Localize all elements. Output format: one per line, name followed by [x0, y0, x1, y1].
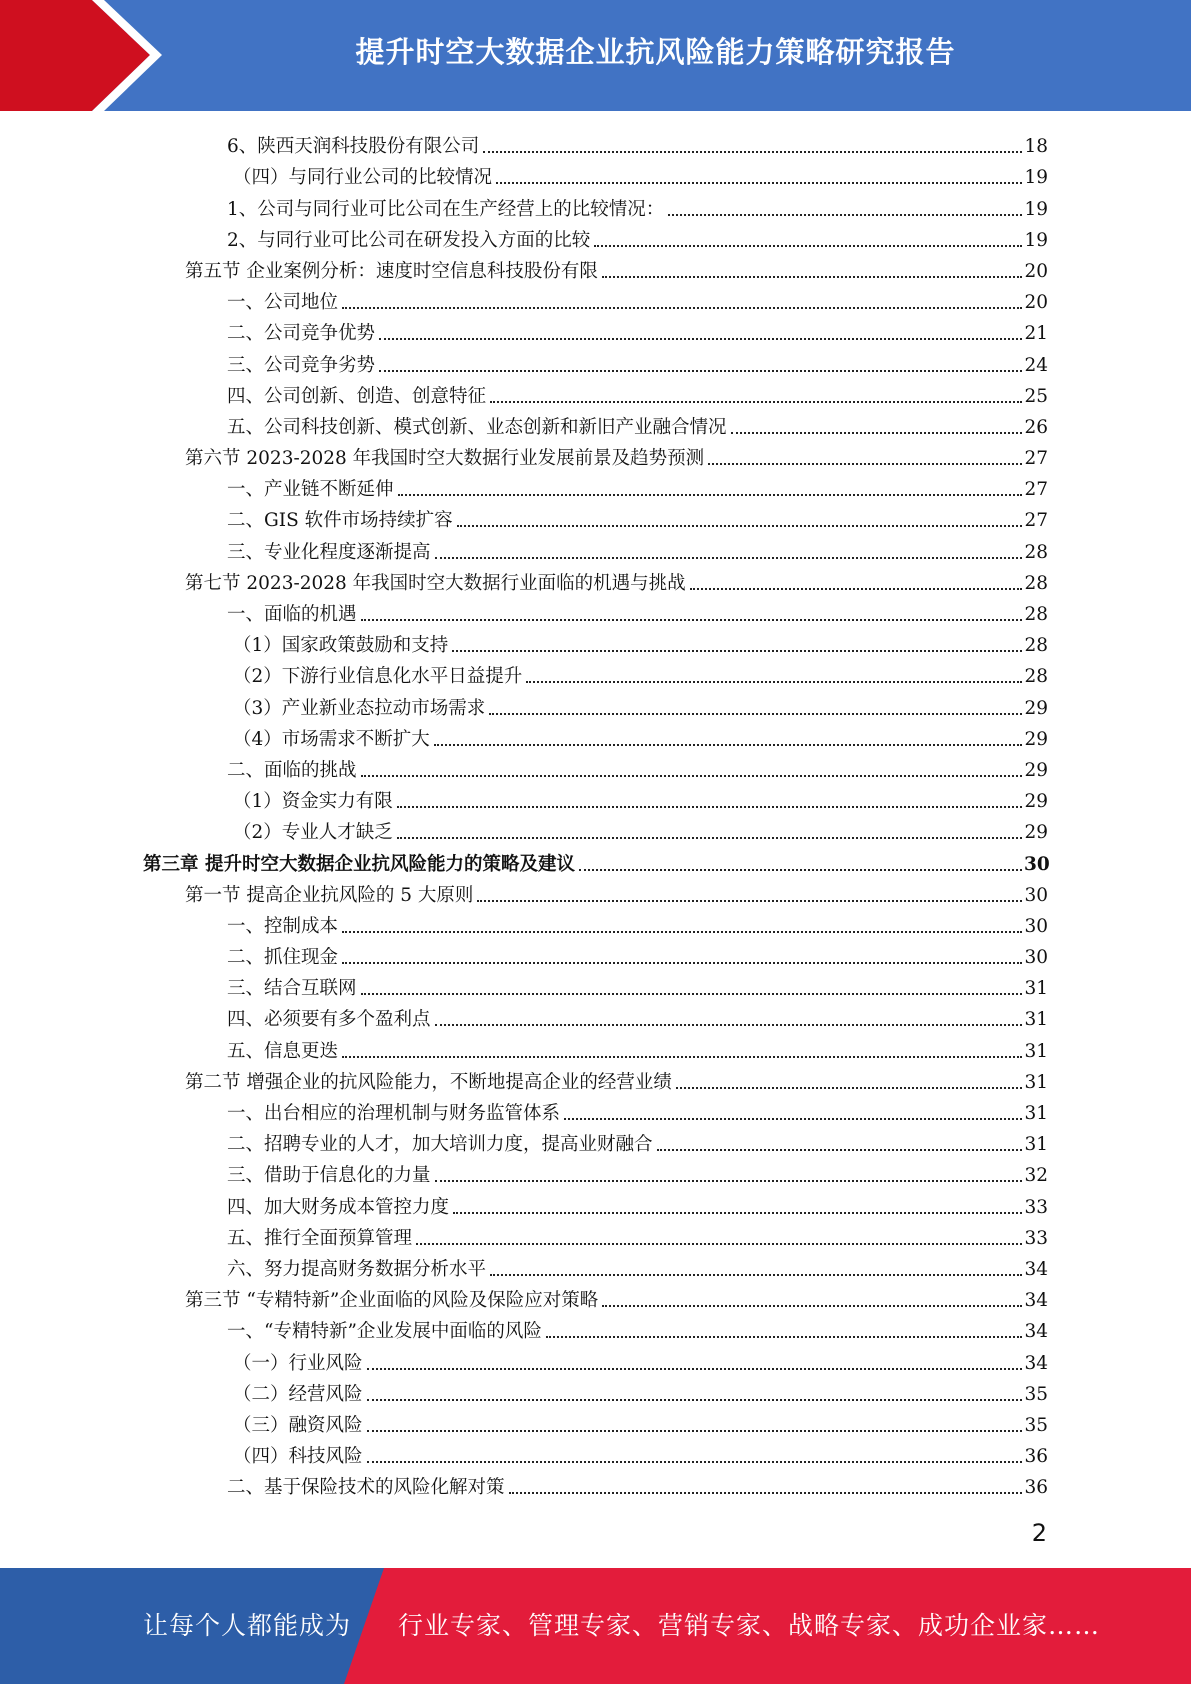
toc-entry-title: 五、信息更迭	[227, 1040, 339, 1062]
toc-dot-leader	[342, 931, 1022, 933]
toc-entry-page: 32	[1024, 1165, 1048, 1187]
toc-entry-title: （四）与同行业公司的比较情况	[233, 167, 493, 189]
toc-entry[interactable]	[0, 283, 1191, 314]
toc-dot-leader	[496, 182, 1022, 184]
toc-entry-page: 30	[1024, 947, 1048, 969]
toc-entry-title: （2）下游行业信息化水平日益提升	[233, 666, 523, 688]
toc-dot-leader	[379, 370, 1022, 372]
toc-entry[interactable]	[0, 1281, 1191, 1312]
toc-entry-title: （三）融资风险	[233, 1414, 363, 1436]
toc-entry-page: 34	[1024, 1321, 1048, 1343]
toc-entry[interactable]	[0, 969, 1191, 1000]
toc-entry[interactable]	[0, 345, 1191, 376]
toc-dot-leader	[361, 619, 1022, 621]
toc-dot-leader	[434, 744, 1022, 746]
toc-entry-page: 31	[1024, 978, 1048, 1000]
toc-entry[interactable]	[0, 688, 1191, 719]
toc-entry[interactable]	[0, 1437, 1191, 1468]
toc-entry-page: 25	[1024, 385, 1048, 407]
toc-entry-page: 26	[1024, 416, 1048, 438]
toc-entry[interactable]	[0, 751, 1191, 782]
toc-entry-title: 一、控制成本	[227, 915, 339, 937]
toc-dot-leader	[690, 588, 1022, 590]
toc-entry-title: 一、“专精特新”企业发展中面临的风险	[227, 1321, 542, 1343]
toc-entry[interactable]	[0, 876, 1191, 907]
toc-entry-page: 28	[1024, 572, 1048, 594]
toc-entry-title: （1）资金实力有限	[233, 791, 393, 813]
toc-dot-leader	[361, 775, 1022, 777]
toc-entry-title: 第三章 提升时空大数据企业抗风险能力的策略及建议	[143, 853, 575, 875]
toc-entry[interactable]	[0, 657, 1191, 688]
toc-dot-leader	[342, 1056, 1022, 1058]
toc-dot-leader	[509, 1492, 1022, 1494]
toc-entry-page: 18	[1024, 136, 1048, 158]
toc-entry-title: 三、结合互联网	[227, 978, 357, 1000]
toc-entry-page: 24	[1024, 354, 1048, 376]
toc-dot-leader	[398, 494, 1022, 496]
toc-entry[interactable]	[0, 595, 1191, 626]
toc-entry[interactable]	[0, 782, 1191, 813]
toc-dot-leader	[526, 681, 1022, 683]
toc-dot-leader	[602, 1305, 1022, 1307]
toc-entry[interactable]	[0, 844, 1191, 875]
toc-entry[interactable]	[0, 813, 1191, 844]
toc-entry[interactable]	[0, 1406, 1191, 1437]
toc-entry-title: （二）经营风险	[233, 1383, 363, 1405]
toc-entry-page: 19	[1024, 198, 1048, 220]
toc-entry-page: 28	[1024, 541, 1048, 563]
toc-entry[interactable]	[0, 1219, 1191, 1250]
toc-entry[interactable]	[0, 408, 1191, 439]
toc-entry-page: 29	[1024, 822, 1048, 844]
toc-entry-title: 二、面临的挑战	[227, 759, 357, 781]
toc-entry[interactable]	[0, 1031, 1191, 1062]
footer-slogan-right: 行业专家、管理专家、营销专家、战略专家、成功企业家……	[398, 1611, 1101, 1640]
toc-entry-page: 35	[1024, 1383, 1048, 1405]
toc-entry-page: 28	[1024, 666, 1048, 688]
toc-dot-leader	[546, 1336, 1022, 1338]
toc-dot-leader	[731, 432, 1022, 434]
toc-entry-title: （1）国家政策鼓励和支持	[233, 635, 449, 657]
toc-entry-title: 二、抓住现金	[227, 947, 339, 969]
toc-entry-page: 31	[1024, 1071, 1048, 1093]
toc-entry-title: 二、GIS 软件市场持续扩容	[227, 510, 453, 532]
toc-dot-leader	[397, 806, 1022, 808]
toc-entry-title: 五、公司科技创新、模式创新、业态创新和新旧产业融合情况	[227, 416, 727, 438]
toc-entry[interactable]	[0, 1468, 1191, 1499]
toc-entry[interactable]	[0, 252, 1191, 283]
toc-dot-leader	[452, 650, 1022, 652]
toc-entry-title: 四、必须要有多个盈利点	[227, 1009, 431, 1031]
toc-entry[interactable]	[0, 564, 1191, 595]
toc-entry-page: 30	[1024, 915, 1048, 937]
toc-entry[interactable]	[0, 127, 1191, 158]
toc-entry-title: 一、产业链不断延伸	[227, 479, 394, 501]
toc-entry[interactable]	[0, 1250, 1191, 1281]
toc-entry-page: 31	[1024, 1009, 1048, 1031]
table-of-contents	[0, 127, 1191, 1499]
toc-dot-leader	[367, 1461, 1022, 1463]
toc-entry[interactable]	[0, 377, 1191, 408]
toc-entry[interactable]	[0, 1156, 1191, 1187]
toc-dot-leader	[361, 993, 1022, 995]
toc-entry-title: 第六节 2023-2028 年我国时空大数据行业发展前景及趋势预测	[185, 448, 705, 470]
toc-dot-leader	[489, 713, 1022, 715]
toc-entry-title: （3）产业新业态拉动市场需求	[233, 697, 486, 719]
toc-dot-leader	[483, 151, 1022, 153]
toc-entry[interactable]	[0, 720, 1191, 751]
toc-entry-page: 28	[1024, 635, 1048, 657]
toc-entry-page: 29	[1024, 728, 1048, 750]
toc-entry-title: （四）科技风险	[233, 1446, 363, 1468]
toc-dot-leader	[708, 463, 1022, 465]
report-title: 提升时空大数据企业抗风险能力策略研究报告	[355, 35, 956, 69]
toc-dot-leader	[435, 557, 1022, 559]
toc-dot-leader	[564, 1118, 1022, 1120]
toc-dot-leader	[367, 1399, 1022, 1401]
toc-entry-title: 一、公司地位	[227, 292, 339, 314]
toc-entry-title: 六、努力提高财务数据分析水平	[227, 1258, 487, 1280]
toc-entry[interactable]	[0, 439, 1191, 470]
toc-dot-leader	[342, 307, 1022, 309]
toc-dot-leader	[435, 1024, 1022, 1026]
toc-entry[interactable]	[0, 938, 1191, 969]
toc-entry-page: 29	[1024, 791, 1048, 813]
toc-entry[interactable]	[0, 470, 1191, 501]
toc-dot-leader	[435, 1180, 1022, 1182]
toc-entry[interactable]	[0, 221, 1191, 252]
toc-dot-leader	[676, 1087, 1022, 1089]
toc-entry-title: 1、公司与同行业可比公司在生产经营上的比较情况：	[227, 198, 665, 220]
toc-entry[interactable]	[0, 1094, 1191, 1125]
toc-entry-page: 35	[1024, 1414, 1048, 1436]
toc-entry-title: 二、基于保险技术的风险化解对策	[227, 1477, 505, 1499]
toc-dot-leader	[367, 1368, 1022, 1370]
toc-entry[interactable]	[0, 532, 1191, 563]
toc-dot-leader	[457, 525, 1022, 527]
toc-entry-title: 二、公司竞争优势	[227, 323, 376, 345]
toc-entry-page: 30	[1024, 884, 1048, 906]
toc-entry-page: 36	[1024, 1477, 1048, 1499]
page-footer	[0, 1568, 1191, 1684]
toc-entry-page: 30	[1024, 853, 1050, 875]
toc-entry-title: 2、与同行业可比公司在研发投入方面的比较	[227, 229, 591, 251]
toc-entry-page: 21	[1024, 323, 1048, 345]
toc-entry-title: 二、招聘专业的人才，加大培训力度，提高业财融合	[227, 1134, 653, 1156]
toc-dot-leader	[342, 962, 1022, 964]
header-red-chevron	[0, 0, 150, 111]
toc-entry-page: 28	[1024, 604, 1048, 625]
toc-entry-title: 第一节 提高企业抗风险的 5 大原则	[185, 884, 474, 906]
toc-entry-title: （一）行业风险	[233, 1352, 363, 1374]
toc-dot-leader	[668, 214, 1022, 216]
toc-dot-leader	[397, 837, 1022, 839]
toc-entry-page: 31	[1024, 1134, 1048, 1156]
toc-entry-title: 第二节 增强企业的抗风险能力，不断地提高企业的经营业绩	[185, 1071, 672, 1093]
toc-entry-page: 27	[1024, 510, 1048, 532]
toc-entry[interactable]	[0, 1125, 1191, 1156]
toc-entry-page: 29	[1024, 697, 1048, 719]
toc-entry-title: 6、陕西天润科技股份有限公司	[227, 136, 480, 158]
toc-entry-title: 第七节 2023-2028 年我国时空大数据行业面临的机遇与挑战	[185, 572, 686, 594]
toc-entry-title: 四、公司创新、创造、创意特征	[227, 385, 487, 407]
toc-entry-page: 19	[1024, 229, 1048, 251]
toc-entry-title: 三、专业化程度逐渐提高	[227, 541, 431, 563]
toc-entry[interactable]	[0, 189, 1191, 220]
toc-dot-leader	[490, 1274, 1022, 1276]
toc-entry-page: 20	[1024, 292, 1048, 314]
toc-entry-page: 36	[1024, 1446, 1048, 1468]
toc-entry[interactable]	[0, 626, 1191, 657]
toc-entry[interactable]	[0, 1063, 1191, 1094]
toc-entry-page: 31	[1024, 1103, 1048, 1124]
toc-entry-page: 34	[1024, 1352, 1048, 1374]
toc-entry-page: 34	[1024, 1258, 1048, 1280]
toc-entry[interactable]	[0, 1375, 1191, 1406]
toc-entry-page: 29	[1024, 759, 1048, 781]
toc-entry-title: 第五节 企业案例分析：速度时空信息科技股份有限	[185, 260, 598, 282]
toc-entry-title: 四、加大财务成本管控力度	[227, 1196, 450, 1218]
page-number: 2	[1031, 1519, 1047, 1547]
page-header	[0, 0, 1191, 111]
toc-dot-leader	[367, 1430, 1022, 1432]
toc-entry[interactable]	[0, 314, 1191, 345]
toc-dot-leader	[579, 869, 1022, 871]
toc-entry[interactable]	[0, 158, 1191, 189]
toc-dot-leader	[490, 401, 1022, 403]
toc-entry[interactable]	[0, 1312, 1191, 1343]
toc-entry-title: 一、面临的机遇	[227, 604, 357, 625]
toc-dot-leader	[594, 245, 1022, 247]
toc-dot-leader	[657, 1149, 1022, 1151]
toc-entry[interactable]	[0, 501, 1191, 532]
toc-entry-title: 三、借助于信息化的力量	[227, 1165, 431, 1187]
toc-entry-title: （4）市场需求不断扩大	[233, 728, 430, 750]
toc-entry[interactable]	[0, 1343, 1191, 1374]
toc-entry-page: 20	[1024, 260, 1048, 282]
toc-entry-title: 第三节 “专精特新”企业面临的风险及保险应对策略	[185, 1290, 599, 1312]
toc-entry-page: 33	[1024, 1196, 1048, 1218]
toc-entry-page: 34	[1024, 1290, 1048, 1312]
toc-entry-title: （2）专业人才缺乏	[233, 822, 393, 844]
toc-dot-leader	[379, 338, 1022, 340]
toc-entry-page: 27	[1024, 479, 1048, 501]
toc-entry-page: 27	[1024, 448, 1048, 470]
toc-entry-title: 一、出台相应的治理机制与财务监管体系	[227, 1103, 561, 1124]
toc-entry[interactable]	[0, 1000, 1191, 1031]
toc-entry-page: 19	[1024, 167, 1048, 189]
toc-dot-leader	[416, 1243, 1022, 1245]
toc-dot-leader	[602, 276, 1022, 278]
toc-entry-title: 三、公司竞争劣势	[227, 354, 376, 376]
toc-dot-leader	[453, 1212, 1022, 1214]
toc-entry[interactable]	[0, 1187, 1191, 1218]
footer-slogan-left: 让每个人都能成为	[143, 1611, 352, 1640]
toc-entry-page: 31	[1024, 1040, 1048, 1062]
toc-entry-title: 五、推行全面预算管理	[227, 1227, 413, 1249]
toc-dot-leader	[477, 900, 1022, 902]
toc-entry[interactable]	[0, 907, 1191, 938]
toc-entry-page: 33	[1024, 1227, 1048, 1249]
